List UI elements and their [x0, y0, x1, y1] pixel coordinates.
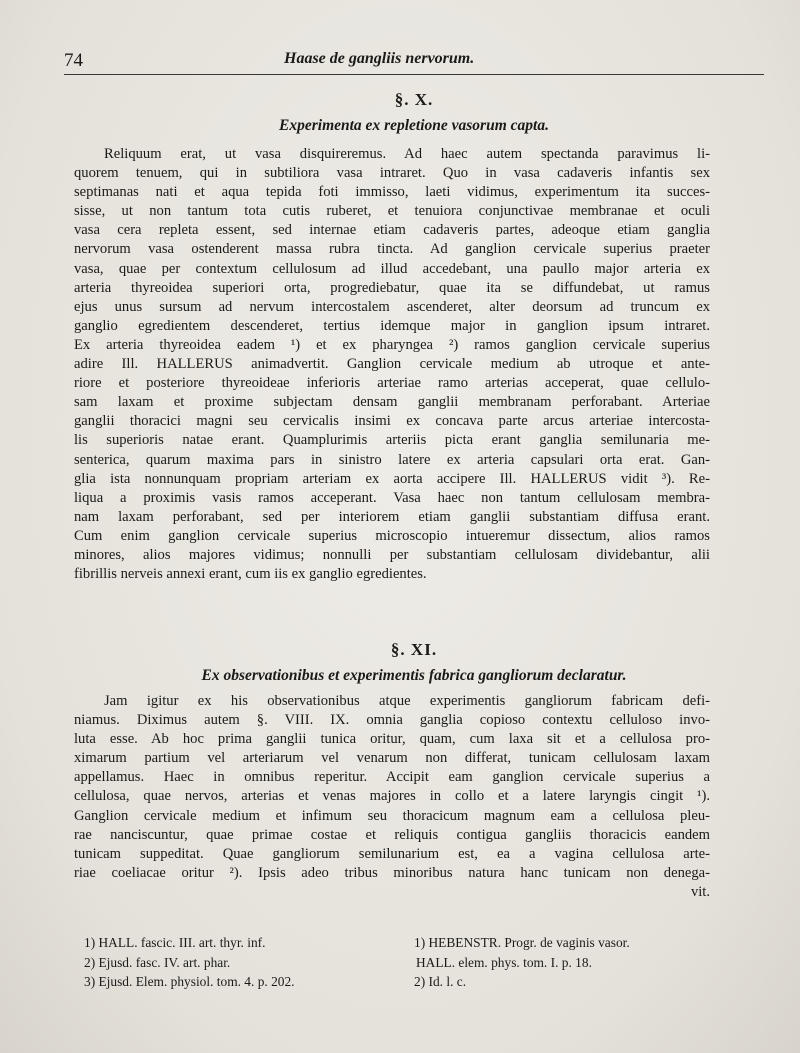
- text-line: vasa, quae per contextum cellulosum ad illud accedebant, una paullo major arteria ex: [74, 260, 710, 277]
- text-line: vit.: [690, 883, 710, 900]
- text-line: Ganglion cervicale medium et infimum seu thoracicum magnum eam a cellulosa pleu-: [74, 807, 710, 824]
- text-line: liqua a proximis vasis ramos acceperant. Vasa haec non tantum cellulosam membra-: [74, 489, 710, 506]
- section-x-body: [74, 145, 710, 584]
- text-line: Jam igitur ex his observationibus atque experimentis gangliorum fabricam defi-: [104, 693, 710, 709]
- text-line: sisse, ut non tantum tota cutis ruberet, et tenuiora conjunctivae membranae et oculi: [74, 203, 710, 220]
- text-line: riore et posteriore thyreoideae inferioris arteriae ramo arterias acceperat, quae cellulo-: [74, 375, 710, 392]
- text-line: Ex arteria thyreoidea eadem ¹) et ex pharyngea ²) ramos ganglion cervicale superius: [74, 336, 710, 353]
- text-line: ganglio egredientem descenderet, tertius idemque major in ganglion ipsum intraret.: [74, 317, 710, 334]
- text-line: rae nanciscuntur, quae primae costae et reliquis contigua gangliis thoracicis eandem: [74, 826, 710, 843]
- text-line: minores, alios majores vidimus; nonnulli per substantiam cellulosam dividebantur, alii: [74, 546, 710, 563]
- text-line: fibrillis nerveis annexi erant, cum iis ex ganglio egredientes.: [74, 566, 427, 583]
- section-x-title: Experimenta ex repletione vasorum capta.: [279, 117, 549, 134]
- text-line: nam laxam perforabant, sed per interiorem etiam ganglii substantiam diffusa erant.: [74, 508, 710, 525]
- footnote: 2) Ejusd. fasc. IV. art. phar.: [84, 954, 231, 970]
- section-x-number: §. X.: [394, 90, 434, 109]
- running-title: Haase de gangliis nervorum.: [284, 50, 475, 67]
- text-line: luta esse. Ab hoc prima ganglii tunica oritur, quam, cum laxa sit et a cellulosa pro-: [74, 731, 710, 748]
- page-number: 74: [64, 50, 83, 71]
- section-x-paragraph: [74, 145, 710, 584]
- text-line: lis superioris natae erant. Quamplurimis arteriis picta erant ganglia semilunaria me-: [74, 432, 710, 449]
- footnotes: [84, 933, 724, 999]
- text-line: senterica, quarum maxima pars in sinistro latere ex arteria capsulari orta erat. Gan-: [74, 451, 710, 468]
- text-line: arteria thyreoidea superiori orta, progrediebatur, quae ita se diffundebat, ut ramus: [74, 279, 710, 296]
- text-line: adire Ill. HALLERUS animadvertit. Ganglion cervicale medium ab utroque et ante-: [74, 356, 710, 373]
- footnote: 1) HALL. fascic. III. art. thyr. inf.: [84, 935, 266, 950]
- footnotes-right-column: [414, 933, 734, 992]
- header-rule: [64, 74, 764, 75]
- text-line: septimanas nati et aqua tepida foti immisso, laeti vidimus, experimentum ita succes-: [74, 184, 710, 201]
- text-line: ximarum partium vel arteriarum vel venarum non differat, tunicam cellulosam laxam: [74, 750, 710, 767]
- footnote: HALL. elem. phys. tom. I. p. 18.: [416, 954, 592, 970]
- section-xi-body: [74, 692, 710, 902]
- text-line: niamus. Diximus autem §. VIII. IX. omnia ganglia copioso contextu celluloso invo-: [74, 712, 710, 729]
- text-line: tunicam suppeditat. Quae gangliorum semilunarium est, ea a vagina cellulosa arte-: [74, 845, 710, 862]
- footnotes-left-column: [84, 933, 404, 992]
- text-line: appellamus. Haec in omnibus reperitur. Accipit eam ganglion cervicale superius a: [74, 769, 710, 786]
- text-line: glia ista nonnunquam propriam arteriam ex aorta accipere Ill. HALLERUS vidit ³). Re-: [74, 470, 710, 487]
- footnote: 3) Ejusd. Elem. physiol. tom. 4. p. 202.: [84, 974, 295, 990]
- text-line: Reliquum erat, ut vasa disquireremus. Ad haec autem spectanda paravimus li-: [104, 146, 710, 162]
- text-line: Cum enim ganglion cervicale superius microscopio intueremur dissectum, alios ramos: [74, 527, 710, 544]
- section-xi-title: Ex observationibus et experimentis fabrica gangliorum declaratur.: [201, 667, 627, 684]
- section-xi-paragraph: [74, 692, 710, 902]
- footnote: 1) HEBENSTR. Progr. de vaginis vasor.: [414, 935, 630, 950]
- section-xi-number: §. XI.: [390, 640, 438, 659]
- text-line: quorem tenuem, qui in subtiliora vasa intraret. Quo in vasa cadaveris infantis sex: [74, 165, 710, 182]
- text-line: ganglii thoracici magni seu cervicalis insimi ex concava parte arcus arteriae intercosta-: [74, 413, 710, 430]
- footnote: 2) Id. l. c.: [414, 974, 467, 990]
- page-header: [64, 48, 764, 74]
- text-line: nervorum vasa ostenderent massa rubra tincta. Ad ganglion cervicale superius praeter: [74, 241, 710, 258]
- text-line: riae coeliacae oritur ²). Ipsis adeo tribus minoribus natura hanc tunicam non denega-: [74, 864, 710, 881]
- text-line: vasa cera repleta essent, sed internae etiam cadaveris partes, adeoque etiam ganglia: [74, 222, 710, 239]
- text-line: ejus unus sursum ad nervum intercostalem ascenderet, alter deorsum ad truncum ex: [74, 298, 710, 315]
- text-line: sam laxam et proxime subjectam densam ganglii membranam perforabant. Arteriae: [74, 394, 710, 411]
- text-line: cellulosa, quae nervos, arterias et venas majores in collo et a latere laryngis cingit ¹).: [74, 788, 710, 805]
